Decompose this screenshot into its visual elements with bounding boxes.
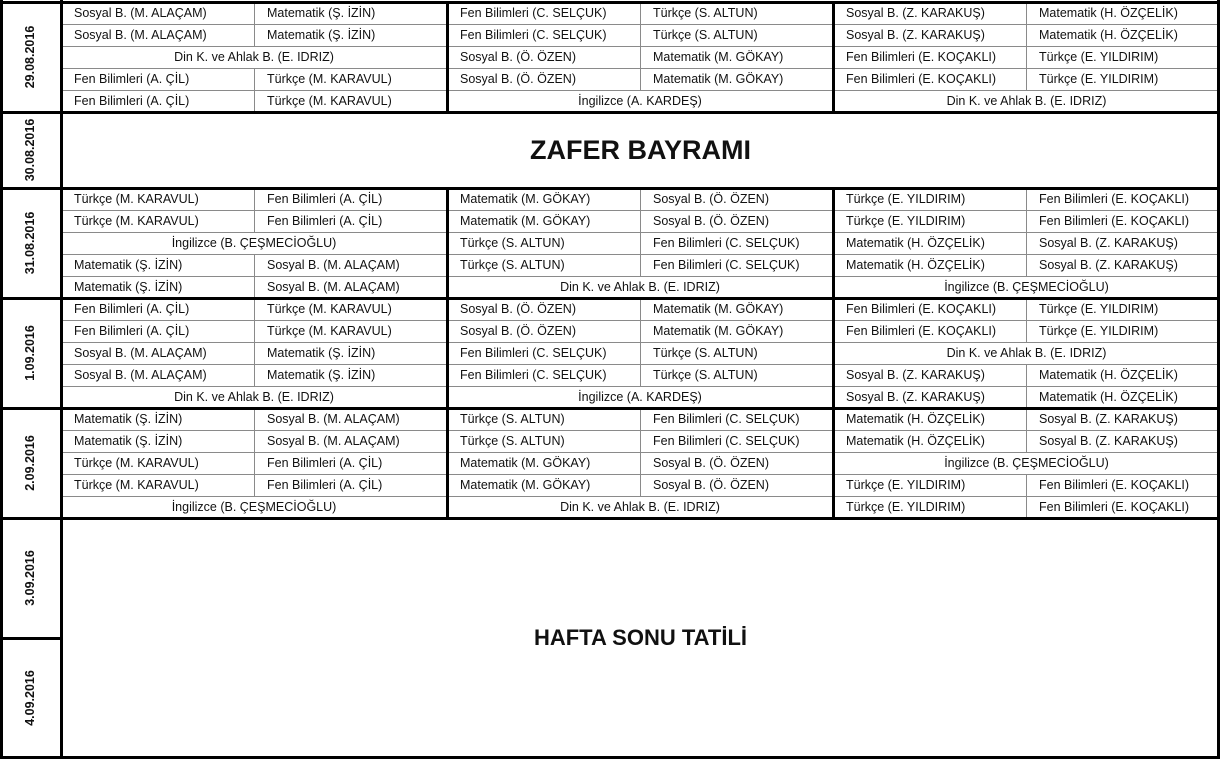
date-label: 3.09.2016 xyxy=(23,550,37,606)
lesson-cell: Fen Bilimleri (A. ÇİL) xyxy=(267,214,383,228)
lesson-cell: Sosyal B. (M. ALAÇAM) xyxy=(267,280,400,294)
lesson-cell: Türkçe (S. ALTUN) xyxy=(460,412,565,426)
lesson-cell: Sosyal B. (Z. KARAKUŞ) xyxy=(846,6,985,20)
date-label: 2.09.2016 xyxy=(23,435,37,491)
lesson-cell: Sosyal B. (M. ALAÇAM) xyxy=(267,258,400,272)
lesson-cell: Fen Bilimleri (C. SELÇUK) xyxy=(460,28,607,42)
lesson-cell: Sosyal B. (Z. KARAKUŞ) xyxy=(846,368,985,382)
lesson-cell: Sosyal B. (Ö. ÖZEN) xyxy=(460,324,576,338)
lesson-cell: Fen Bilimleri (E. KOÇAKLI) xyxy=(1039,500,1190,514)
lesson-cell: Türkçe (M. KARAVUL) xyxy=(267,72,392,86)
lesson-cell-merged: İngilizce (B. ÇEŞMECİOĞLU) xyxy=(944,456,1109,470)
date-label: 1.09.2016 xyxy=(23,325,37,381)
lesson-cell: Fen Bilimleri (E. KOÇAKLI) xyxy=(846,324,997,338)
lesson-cell: Fen Bilimleri (C. SELÇUK) xyxy=(653,434,800,448)
lesson-cell: Matematik (Ş. İZİN) xyxy=(267,346,376,360)
lesson-cell: Türkçe (S. ALTUN) xyxy=(653,346,758,360)
lesson-cell: Türkçe (S. ALTUN) xyxy=(653,28,758,42)
lesson-cell: Fen Bilimleri (C. SELÇUK) xyxy=(653,412,800,426)
lesson-cell: Matematik (M. GÖKAY) xyxy=(653,302,784,316)
lesson-cell: Matematik (M. GÖKAY) xyxy=(460,192,591,206)
weekend-banner: HAFTA SONU TATİLİ xyxy=(533,625,748,650)
lesson-cell: Türkçe (S. ALTUN) xyxy=(653,6,758,20)
lesson-cell: Türkçe (S. ALTUN) xyxy=(460,236,565,250)
lesson-cell: Türkçe (E. YILDIRIM) xyxy=(846,214,966,228)
grid-line-vertical xyxy=(832,188,835,298)
lesson-cell: Matematik (H. ÖZÇELİK) xyxy=(846,258,985,272)
grid-line-horizontal xyxy=(0,637,61,640)
lesson-cell: Türkçe (M. KARAVUL) xyxy=(74,214,199,228)
lesson-cell: Fen Bilimleri (A. ÇİL) xyxy=(74,72,190,86)
lesson-cell: Sosyal B. (Ö. ÖZEN) xyxy=(460,72,576,86)
grid-line-horizontal xyxy=(0,111,1220,114)
lesson-cell: Türkçe (S. ALTUN) xyxy=(460,258,565,272)
lesson-cell: Matematik (M. GÖKAY) xyxy=(653,50,784,64)
lesson-cell: Türkçe (E. YILDIRIM) xyxy=(846,500,966,514)
lesson-cell: Matematik (M. GÖKAY) xyxy=(653,72,784,86)
lesson-cell: Sosyal B. (M. ALAÇAM) xyxy=(74,368,207,382)
lesson-cell: Türkçe (E. YILDIRIM) xyxy=(1039,50,1159,64)
lesson-cell-merged: İngilizce (B. ÇEŞMECİOĞLU) xyxy=(944,280,1109,294)
lesson-cell: Fen Bilimleri (E. KOÇAKLI) xyxy=(1039,214,1190,228)
lesson-cell: Fen Bilimleri (E. KOÇAKLI) xyxy=(1039,192,1190,206)
lesson-cell: Sosyal B. (Z. KARAKUŞ) xyxy=(1039,258,1178,272)
date-label: 31.08.2016 xyxy=(23,211,37,275)
lesson-cell: Sosyal B. (M. ALAÇAM) xyxy=(74,6,207,20)
lesson-cell: Fen Bilimleri (E. KOÇAKLI) xyxy=(1039,478,1190,492)
lesson-cell: Matematik (Ş. İZİN) xyxy=(267,368,376,382)
lesson-cell: Fen Bilimleri (C. SELÇUK) xyxy=(653,236,800,250)
lesson-cell: Fen Bilimleri (C. SELÇUK) xyxy=(653,258,800,272)
lesson-cell: Sosyal B. (M. ALAÇAM) xyxy=(267,434,400,448)
lesson-cell: Sosyal B. (M. ALAÇAM) xyxy=(267,412,400,426)
grid-line-horizontal xyxy=(0,1,1220,4)
lesson-cell-merged: Din K. ve Ahlak B. (E. IDRIZ) xyxy=(946,346,1107,360)
lesson-cell: Sosyal B. (Ö. ÖZEN) xyxy=(460,50,576,64)
lesson-cell: Sosyal B. (M. ALAÇAM) xyxy=(74,346,207,360)
lesson-cell: Matematik (H. ÖZÇELİK) xyxy=(846,236,985,250)
lesson-cell: Fen Bilimleri (C. SELÇUK) xyxy=(460,6,607,20)
date-label: 4.09.2016 xyxy=(23,669,37,726)
grid-line-vertical xyxy=(832,298,835,408)
lesson-cell: Matematik (H. ÖZÇELİK) xyxy=(1039,390,1178,404)
lesson-cell: Türkçe (M. KARAVUL) xyxy=(74,478,199,492)
date-label: 29.08.2016 xyxy=(23,25,37,89)
lesson-cell: Sosyal B. (Z. KARAKUŞ) xyxy=(846,390,985,404)
lesson-cell: Matematik (H. ÖZÇELİK) xyxy=(846,434,985,448)
grid-line-vertical xyxy=(446,298,449,408)
lesson-cell-merged: İngilizce (A. KARDEŞ) xyxy=(578,94,702,108)
lesson-cell: Matematik (Ş. İZİN) xyxy=(267,6,376,20)
lesson-cell: Matematik (M. GÖKAY) xyxy=(460,456,591,470)
lesson-cell-merged: Din K. ve Ahlak B. (E. IDRIZ) xyxy=(560,280,720,294)
lesson-cell: Fen Bilimleri (C. SELÇUK) xyxy=(460,346,607,360)
lesson-cell: Fen Bilimleri (A. ÇİL) xyxy=(74,94,190,108)
lesson-cell: Matematik (Ş. İZİN) xyxy=(74,280,183,294)
lesson-cell: Sosyal B. (Z. KARAKUŞ) xyxy=(1039,236,1178,250)
lesson-cell: Matematik (H. ÖZÇELİK) xyxy=(1039,28,1178,42)
lesson-cell: Sosyal B. (Ö. ÖZEN) xyxy=(653,456,769,470)
lesson-cell: Sosyal B. (Ö. ÖZEN) xyxy=(653,478,769,492)
lesson-cell: Türkçe (E. YILDIRIM) xyxy=(1039,324,1159,338)
lesson-cell: Fen Bilimleri (E. KOÇAKLI) xyxy=(846,50,997,64)
lesson-cell: Fen Bilimleri (A. ÇİL) xyxy=(74,324,190,338)
lesson-cell: Türkçe (E. YILDIRIM) xyxy=(1039,302,1159,316)
lesson-cell: Türkçe (E. YILDIRIM) xyxy=(846,192,966,206)
grid-line-vertical xyxy=(832,2,835,112)
lesson-cell: Türkçe (E. YILDIRIM) xyxy=(846,478,966,492)
lesson-cell: Matematik (Ş. İZİN) xyxy=(74,434,183,448)
lesson-cell-merged: İngilizce (B. ÇEŞMECİOĞLU) xyxy=(171,500,337,514)
lesson-cell: Fen Bilimleri (A. ÇİL) xyxy=(267,192,383,206)
grid-line-horizontal xyxy=(0,297,1220,300)
grid-line-vertical xyxy=(446,188,449,298)
lesson-cell: Türkçe (M. KARAVUL) xyxy=(74,456,199,470)
grid-line-horizontal xyxy=(0,517,1220,520)
lesson-cell-merged: İngilizce (A. KARDEŞ) xyxy=(578,390,702,404)
lesson-cell: Sosyal B. (Z. KARAKUŞ) xyxy=(1039,434,1178,448)
lesson-cell: Türkçe (M. KARAVUL) xyxy=(267,302,392,316)
lesson-cell: Sosyal B. (Z. KARAKUŞ) xyxy=(846,28,985,42)
lesson-cell-merged: Din K. ve Ahlak B. (E. IDRIZ) xyxy=(174,50,334,64)
lesson-cell: Sosyal B. (Z. KARAKUŞ) xyxy=(1039,412,1178,426)
lesson-cell: Türkçe (S. ALTUN) xyxy=(460,434,565,448)
lesson-cell: Matematik (H. ÖZÇELİK) xyxy=(1039,6,1178,20)
lesson-cell: Türkçe (S. ALTUN) xyxy=(653,368,758,382)
lesson-cell: Türkçe (M. KARAVUL) xyxy=(74,192,199,206)
lesson-cell: Matematik (H. ÖZÇELİK) xyxy=(1039,368,1178,382)
lesson-cell-merged: Din K. ve Ahlak B. (E. IDRIZ) xyxy=(560,500,720,514)
grid-line-vertical xyxy=(0,0,3,759)
lesson-cell: Sosyal B. (Ö. ÖZEN) xyxy=(653,214,769,228)
lesson-cell-merged: Din K. ve Ahlak B. (E. IDRIZ) xyxy=(946,94,1107,108)
lesson-cell: Matematik (M. GÖKAY) xyxy=(653,324,784,338)
lesson-cell: Fen Bilimleri (A. ÇİL) xyxy=(267,456,383,470)
lesson-cell: Fen Bilimleri (E. KOÇAKLI) xyxy=(846,72,997,86)
grid-line-vertical xyxy=(446,408,449,518)
grid-line-horizontal xyxy=(0,187,1220,190)
lesson-cell: Matematik (H. ÖZÇELİK) xyxy=(846,412,985,426)
lesson-cell: Türkçe (M. KARAVUL) xyxy=(267,324,392,338)
lesson-cell-merged: İngilizce (B. ÇEŞMECİOĞLU) xyxy=(171,236,337,250)
lesson-cell: Fen Bilimleri (A. ÇİL) xyxy=(74,302,190,316)
lesson-cell: Sosyal B. (Ö. ÖZEN) xyxy=(653,192,769,206)
lesson-cell-merged: Din K. ve Ahlak B. (E. IDRIZ) xyxy=(174,390,334,404)
grid-line-vertical xyxy=(60,0,63,759)
grid-line-horizontal xyxy=(0,407,1220,410)
lesson-cell: Fen Bilimleri (E. KOÇAKLI) xyxy=(846,302,997,316)
holiday-banner: ZAFER BAYRAMI xyxy=(529,135,751,165)
lesson-cell: Matematik (Ş. İZİN) xyxy=(74,258,183,272)
date-label: 30.08.2016 xyxy=(23,118,37,182)
grid-line-vertical xyxy=(832,408,835,518)
grid-line-vertical xyxy=(446,2,449,112)
lesson-cell: Fen Bilimleri (A. ÇİL) xyxy=(267,478,383,492)
lesson-cell: Matematik (Ş. İZİN) xyxy=(267,28,376,42)
lesson-cell: Türkçe (M. KARAVUL) xyxy=(267,94,392,108)
lesson-cell: Matematik (Ş. İZİN) xyxy=(74,412,183,426)
lesson-cell: Fen Bilimleri (C. SELÇUK) xyxy=(460,368,607,382)
lesson-cell: Sosyal B. (M. ALAÇAM) xyxy=(74,28,207,42)
lesson-cell: Sosyal B. (Ö. ÖZEN) xyxy=(460,302,576,316)
lesson-cell: Matematik (M. GÖKAY) xyxy=(460,214,591,228)
lesson-cell: Türkçe (E. YILDIRIM) xyxy=(1039,72,1159,86)
lesson-cell: Matematik (M. GÖKAY) xyxy=(460,478,591,492)
